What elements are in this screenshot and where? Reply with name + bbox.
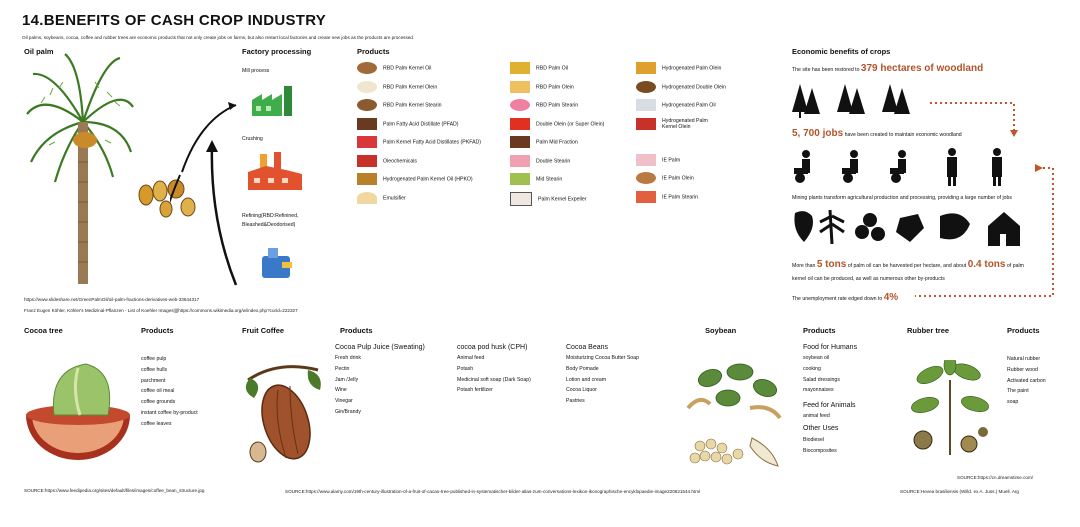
food-list xyxy=(803,355,840,398)
product-item: IE Palm Olein xyxy=(636,172,726,191)
oil-palm-source-1: https://www.slideshare.net/GreenPalmOil/oil-palm-fractions-derivatives-web-33644317 xyxy=(24,297,200,302)
product-icon xyxy=(357,173,377,185)
product-item: Palm Kernel Fatty Acid Distillates (PKFAD) xyxy=(357,136,481,155)
jobs-line: 5, 700 jobs have been created to maintain economic woodland xyxy=(792,128,962,139)
palm-tree-illustration xyxy=(25,52,135,287)
fruit-products-heading: Products xyxy=(340,326,373,335)
product-icon xyxy=(636,62,656,74)
animal-list xyxy=(803,413,830,424)
product-icon xyxy=(510,155,530,167)
list-item: coffee grounds xyxy=(141,399,176,406)
product-item: Hydrogenated Palm Kernel Oil (HPKO) xyxy=(357,173,481,192)
list-item: soybean oil xyxy=(803,355,830,361)
product-item: RBD Palm Stearin xyxy=(510,99,604,118)
cocoa-products-list xyxy=(141,356,198,432)
harvest-line: More than 5 tons of palm oil can be harvested per hectare, and about 0.4 tons of palm xyxy=(792,259,1024,270)
list-item: Cocoa Liquor xyxy=(566,387,597,394)
cocoa-tree-heading: Cocoa tree xyxy=(24,326,63,335)
product-icon xyxy=(357,155,377,167)
list-item: coffee leaves xyxy=(141,420,172,427)
refining-label: Refining(RBD:Refinined, Bleashed&Deodorised) xyxy=(242,213,299,228)
list-item: Fresh drink xyxy=(335,355,361,361)
list-item: Pectin xyxy=(335,365,350,372)
product-item: Oleochemicals xyxy=(357,155,481,174)
list-item: coffee hulls xyxy=(141,366,168,373)
pulp-heading: Cocoa Pulp Juice (Sweating) xyxy=(335,344,425,351)
product-item: Double Olein (or Super Olein) xyxy=(510,118,604,137)
list-item: Biocomposites xyxy=(803,447,837,454)
factory-green-icon xyxy=(250,82,300,118)
product-icon xyxy=(357,99,377,111)
factory-heading: Factory processing xyxy=(242,47,312,56)
product-item: Palm Mid Fraction xyxy=(510,136,604,155)
product-icon xyxy=(510,62,530,74)
list-item: coffee pulp xyxy=(141,356,167,362)
list-item: Moisturizing Cocoa Butter Soap xyxy=(566,355,639,361)
unemployment-line: The unemployment rate edged down to 4% xyxy=(792,292,899,303)
mining-line: Mining plants transform agricultural production and processing, providing a large number of jobs xyxy=(792,195,1013,201)
soybean-illustration xyxy=(680,358,790,473)
product-icon xyxy=(636,99,656,111)
oil-palm-source-2: Franz Eugen Köhler, Köhler's Medizinal-Pflanzen - List of Koehler Images||||https://commons.wikimedia.org/w/index.php?curid=222327 xyxy=(24,308,298,313)
list-item: instant coffee by-product xyxy=(141,409,198,416)
mill-process-label: Mill process xyxy=(242,68,270,74)
list-item: Potash fertilizer xyxy=(457,387,493,394)
food-heading: Food for Humans xyxy=(803,344,858,351)
pulp-list xyxy=(335,355,361,420)
soy-source: SOURCE:https://cn.dreamstime.com/ xyxy=(957,475,1034,480)
product-item: RBD Palm Kernel Oil xyxy=(357,62,481,81)
product-item: IE Palm Stearin xyxy=(636,191,726,210)
product-item: Palm Fatty Acid Distillate (PFAD) xyxy=(357,118,481,137)
animal-heading: Feed for Animals xyxy=(803,402,856,409)
list-item: Animal feed xyxy=(457,355,485,361)
product-item: Palm Kernel Expeller xyxy=(510,192,604,211)
oil-palm-heading: Oil palm xyxy=(24,47,54,56)
kernel-line: kernel oil can be produced, as well as numerous other by-products xyxy=(792,276,945,282)
rubber-source: SOURCE:Hevea brasiliensis (Willd. ex A. Juss.) Muell. Arg xyxy=(900,489,1019,494)
products-list-2 xyxy=(510,62,604,210)
list-item: Salad dressings xyxy=(803,376,840,383)
product-icon xyxy=(510,81,530,93)
product-item: RBD Palm Kernel Olein xyxy=(357,81,481,100)
list-item: Rubber wood xyxy=(1007,366,1038,373)
beans-list xyxy=(566,355,639,409)
fruit-coffee-heading: Fruit Coffee xyxy=(242,326,285,335)
cocoa-pod-illustration xyxy=(238,360,328,470)
economic-heading: Economic benefits of crops xyxy=(792,47,891,56)
product-icon xyxy=(636,172,656,184)
list-item: Pastries xyxy=(566,398,585,405)
list-item: The paint xyxy=(1007,388,1029,395)
product-item: RBD Palm Olein xyxy=(510,81,604,100)
list-item: coffee oil meal xyxy=(141,388,175,395)
product-icon xyxy=(510,99,530,111)
woodland-line: The site has been restored to 379 hectares of woodland xyxy=(792,63,984,74)
husk-heading: cocoa pod husk (CPH) xyxy=(457,344,528,351)
crushing-label: Crushing xyxy=(242,136,263,142)
soy-products-heading: Products xyxy=(803,326,836,335)
product-icon xyxy=(636,118,656,130)
list-item: Body Pomade xyxy=(566,365,599,372)
page-title: 14.BENEFITS OF CASH CROP INDUSTRY xyxy=(22,12,327,29)
product-item: RBD Palm Oil xyxy=(510,62,604,81)
product-item: Hydrogenated Palm Oil xyxy=(636,99,726,118)
beans-heading: Cocoa Beans xyxy=(566,344,609,351)
product-icon xyxy=(510,192,532,206)
other-heading: Other Uses xyxy=(803,425,839,432)
product-item: Mid Stearin xyxy=(510,173,604,192)
cocoa-source: SOURCE:https://www.feedipedia.org/sites/default/files/images/coffee_bean_structure.jpg xyxy=(24,488,205,493)
soybean-heading: Soybean xyxy=(705,326,737,335)
product-item: Double Stearin xyxy=(510,155,604,174)
product-item: IE Palm xyxy=(636,154,726,173)
list-item: Wine xyxy=(335,387,347,394)
page-subtitle: Oil palms, soybeans, cocoa, coffee and rubber trees are economic products that not only create jobs on farms, but also restart local factories and create new jobs as the products are processed. xyxy=(22,35,415,40)
refinery-machine-icon xyxy=(258,246,298,282)
process-arrows xyxy=(170,60,245,290)
fruit-source: SOURCE:https://www.alamy.com/19th-century-illustration-of-a-fruit-of-cacao-tree-published-in-systematischer-bilder-atlas-zum-conversations-lexikon-ikonographische-encyklopaedie-image220621544.html xyxy=(285,489,701,494)
list-item: soap xyxy=(1007,399,1019,406)
list-item: Natural rubber xyxy=(1007,356,1041,362)
product-item: RBD Palm Kernel Stearin xyxy=(357,99,481,118)
products-list-1 xyxy=(357,62,481,210)
product-item: Hydrogenated Palm Kernel Olein xyxy=(636,118,726,154)
product-icon xyxy=(357,192,377,204)
list-item: Potash xyxy=(457,365,474,372)
product-icon xyxy=(636,154,656,166)
product-icon xyxy=(510,118,530,130)
list-item: mayonnaises xyxy=(803,387,834,394)
list-item: parchment xyxy=(141,377,166,384)
product-icon xyxy=(636,81,656,93)
list-item: Vinegar xyxy=(335,398,353,405)
list-item: Biodiesel xyxy=(803,437,825,443)
product-icon xyxy=(636,191,656,203)
product-icon xyxy=(357,118,377,130)
list-item: Gin/Brandy xyxy=(335,408,361,415)
products-heading: Products xyxy=(357,47,390,56)
tree-icons xyxy=(790,82,940,122)
other-list xyxy=(803,437,837,459)
list-item: Lotion and cream xyxy=(566,376,607,383)
rubber-products-heading: Products xyxy=(1007,326,1040,335)
dotted-arrow-2 xyxy=(905,160,1055,300)
product-item: Hydrogenated Palm Olein xyxy=(636,62,726,81)
rubber-heading: Rubber tree xyxy=(907,326,950,335)
product-icon xyxy=(357,81,377,93)
factory-red-icon xyxy=(246,152,306,192)
product-icon xyxy=(510,136,530,148)
husk-list xyxy=(457,355,531,398)
list-item: cooking xyxy=(803,365,821,372)
product-icon xyxy=(510,173,530,185)
rubber-products-list xyxy=(1007,356,1046,410)
product-icon xyxy=(357,62,377,74)
products-list-3 xyxy=(636,62,726,209)
coffee-bean-illustration xyxy=(24,360,134,465)
list-item: Medicinal soft soap (Dark Soap) xyxy=(457,376,531,383)
product-icon xyxy=(357,136,377,148)
list-item: Activated carbon xyxy=(1007,377,1046,384)
cocoa-products-heading: Products xyxy=(141,326,174,335)
list-item: animal feed xyxy=(803,413,830,419)
rubber-tree-illustration xyxy=(905,360,995,460)
product-item: Emulsifier xyxy=(357,192,481,211)
product-item: Hydrogenated Double Olein xyxy=(636,81,726,100)
list-item: Jam /Jelly xyxy=(335,376,359,383)
